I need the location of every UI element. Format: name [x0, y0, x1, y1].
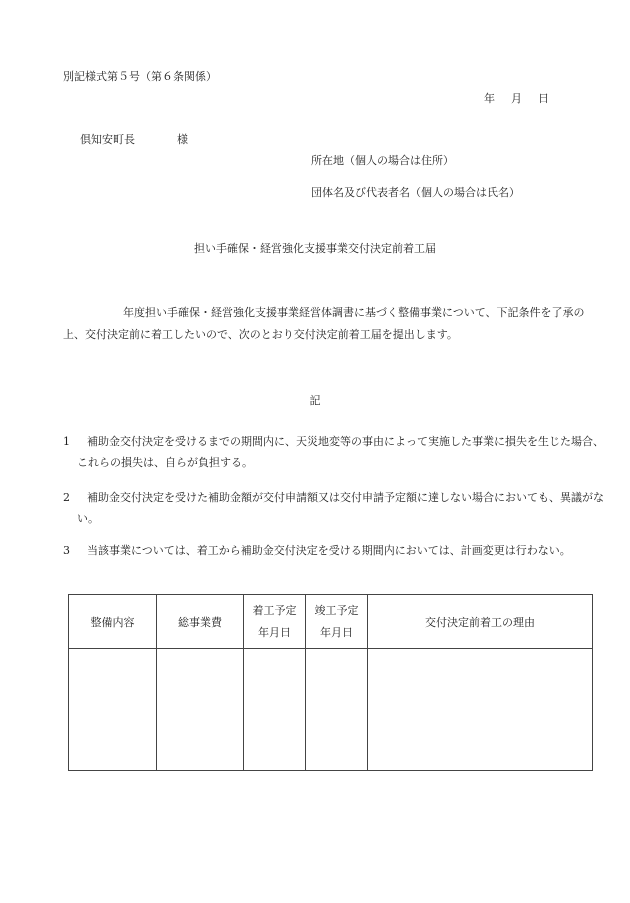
form-number: 別記様式第５号（第６条関係） — [63, 70, 217, 83]
table-row — [69, 649, 593, 771]
ki-heading: 記 — [309, 394, 321, 407]
addressee — [80, 131, 188, 147]
header-total-cost: 総事業費 — [157, 595, 244, 649]
applicant-name-label: 団体名及び代表者名（個人の場合は氏名） — [311, 186, 520, 199]
condition-text: 補助金交付決定を受けるまでの期間内に、天災地変等の事由によって実施した事業に損失を生じた場合、これらの損失は、自らが負担する。 — [77, 435, 604, 469]
condition-item-2 — [63, 487, 607, 529]
header-content: 整備内容 — [69, 595, 157, 649]
body-paragraph: 年度担い手確保・経営強化支援事業経営体調書に基づく整備事業について、下記条件を了承の上、交付決定前に着工したいので、次のとおり交付決定前着工届を提出します。 — [63, 306, 585, 341]
cell-completion-date[interactable] — [306, 649, 368, 771]
addressee-name: 倶知安町長 — [80, 133, 135, 146]
condition-item-3 — [63, 540, 607, 561]
date-year: 年 — [484, 92, 495, 105]
cell-start-date[interactable] — [244, 649, 306, 771]
condition-text: 補助金交付決定を受けた補助金額が交付申請額又は交付申請予定額に達しない場合においても、異議がない。 — [77, 491, 604, 525]
document-title: 担い手確保・経営強化支援事業交付決定前着工届 — [194, 242, 436, 255]
condition-text: 当該事業については、着工から補助金交付決定を受ける期間内においては、計画変更は行わない。 — [87, 544, 571, 557]
table-header-row — [69, 595, 593, 649]
date-day: 日 — [538, 92, 549, 105]
header-completion-date: 竣工予定 年月日 — [306, 595, 368, 649]
condition-item-1 — [63, 431, 607, 473]
plan-table — [68, 594, 593, 771]
condition-number: 3 — [63, 544, 70, 557]
condition-number: 2 — [63, 491, 70, 504]
header-start-date: 着工予定 年月日 — [244, 595, 306, 649]
header-reason: 交付決定前着工の理由 — [368, 595, 593, 649]
addressee-honorific: 様 — [177, 133, 188, 146]
condition-number: 1 — [63, 435, 70, 448]
date-line — [484, 90, 549, 106]
cell-content[interactable] — [69, 649, 157, 771]
cell-total-cost[interactable] — [157, 649, 244, 771]
cell-reason[interactable] — [368, 649, 593, 771]
applicant-address-label: 所在地（個人の場合は住所） — [311, 154, 454, 167]
date-month: 月 — [511, 92, 522, 105]
